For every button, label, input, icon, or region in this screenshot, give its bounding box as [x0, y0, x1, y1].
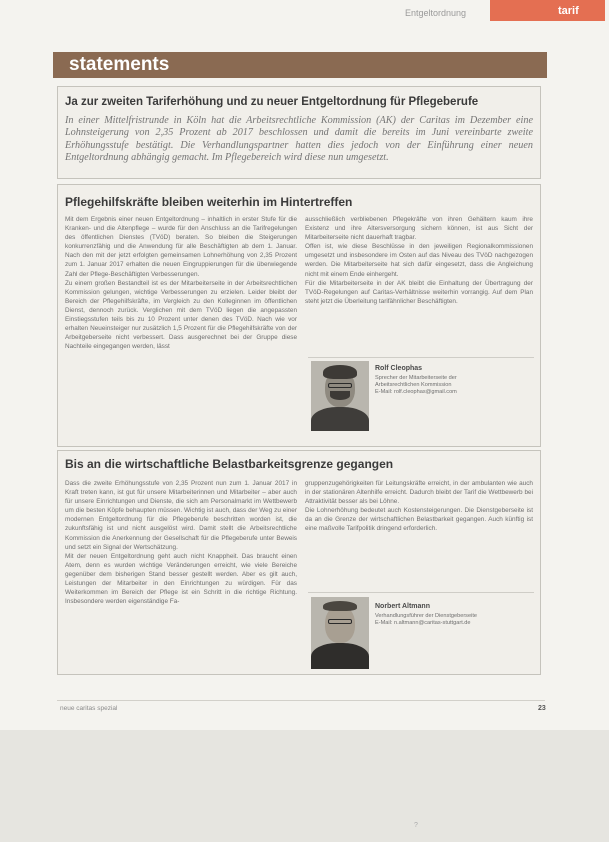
statement-employee-title: Pflegehilfskräfte bleiben weiterhin im Hintertreffen	[65, 195, 353, 209]
paragraph: ausschließlich verbliebenen Pflegekräfte von ihren Gehältern kaum ihre Existenz und ihre Altersversorgung sichern können, ist aus Sicht der Mitarbeiterseite nicht dauerhaft tragbar.	[305, 216, 533, 242]
footer-divider	[57, 700, 545, 701]
statement-employer-box	[57, 450, 541, 675]
paragraph: Für die Mitarbeiterseite in der AK bleibt die Einhaltung der Übertragung der TVöD-Regelungen auf Caritas-Verhältnisse weiterhin vorrangig. Auf dem Plan steht jetzt die Überleitung tarifähnlicher Beschäftigten.	[305, 279, 533, 305]
page-underside	[0, 730, 609, 842]
page-number: 23	[538, 705, 546, 712]
signature-role: Verhandlungsführer der Dienstgeberseite E-Mail: n.altmann@caritas-stuttgart.de	[375, 613, 477, 626]
paragraph: Dass die zweite Erhöhungsstufe von 2,35 Prozent nun zum 1. Januar 2017 in Kraft treten kann, ist gut für unsere Mitarbeiterinnen und Mitarbeiter – aber auch für unsere Einrichtungen und Dienste, die sich am Personalmarkt im Wettbewerb um die besten Köpfe behaupten müssen. Wichtig ist auch, dass der Weg zu einer modernen Entgeltordnung für die Pflegeberufe beschritten worden ist, die zukunftsfähig ist und nicht ausgelöst wird. Damit stellt die Arbeitsrechtliche Kommission die Anerkennung der Gesellschaft für die Pflegeberufe unter Beweis und setzt ein Signal der Wertschätzung.	[65, 480, 297, 551]
footer-publication: neue caritas spezial	[60, 705, 118, 712]
intro-box	[57, 86, 541, 179]
signature-name: Norbert Altmann	[375, 603, 430, 610]
portrait-photo	[311, 597, 369, 669]
statement-employee-box	[57, 184, 541, 447]
paragraph: Mit der neuen Entgeltordnung geht auch nicht Knappheit. Das braucht einen Atem, denn es wurden wichtige Veränderungen erreicht, wie viele Bereiche gegenüber dem bisherigen Stand besser gestellt werden. Aber es gilt auch, Leistungen der Mitarbeiter in den Einrichtungen zu würdigen. Für das Weiterkommen im Bereich der Pflege ist ein Schritt in die richtige Richtung. Insbesondere werden eigenständige Fa-	[65, 552, 297, 606]
signature-divider	[308, 357, 534, 358]
statement-employer-title: Bis an die wirtschaftliche Belastbarkeitsgrenze gegangen	[65, 457, 394, 471]
signature-divider	[308, 592, 534, 593]
signature-name: Rolf Cleophas	[375, 365, 423, 372]
intro-title: Ja zur zweiten Tariferhöhung und zu neuer Entgeltordnung für Pflegeberufe	[65, 96, 479, 108]
paragraph: gruppenzugehörigkeiten für Leitungskräfte erreicht, in der ambulanten wie auch in der stationären Altenhilfe erreicht. Dadurch bleibt der Tarif die Wettbewerb bei Attraktivität besser als bei Löhne.	[305, 480, 533, 506]
paragraph: Offen ist, wie diese Beschlüsse in den jeweiligen Regionalkommissionen umgesetzt und insbesondere im Osten auf das Niveau des TVöD nachgezogen werden. Die Mitarbeiterseite hat sich dafür eingesetzt, dass die Angleichung nicht mit einem Ende einhergeht.	[305, 243, 533, 278]
portrait-photo	[311, 361, 369, 431]
margin-mark: ?	[414, 822, 418, 829]
statement-employee-col-right	[305, 215, 533, 339]
paragraph: Mit dem Ergebnis einer neuen Entgeltordnung – inhaltlich in erster Stufe für die Kranken- und die Altenpflege – wurde für den Anschluss an die Tarifregelungen des öffentlichen Dienstes (TVöD) beraten. So bleiben die Steigerungen konkurrenzfähig und die Anwendung für alle Beschäftigten ab dem 1. Januar. Nach den mit der jetzt erfolgten gemeinsamen Lohnerhöhung von 2,35 Prozent zum 1. Januar 2017 erhalten die neuen Eingruppierungen für die überwiegende Zahl der Pflege-Beschäftigten Verbesserungen.	[65, 216, 297, 278]
paragraph: Die Lohnerhöhung bedeutet auch Kostensteigerungen. Die Dienstgeberseite ist da an die Grenze der wirtschaftlichen Belastbarkeit gegangen. Auch künftig ist eine maßvolle Tarifpolitik dringend erforderlich.	[305, 507, 533, 533]
signature-role: Sprecher der Mitarbeiterseite der Arbeitsrechtlichen Kommission E-Mail: rolf.cleophas@gmail.com	[375, 375, 457, 395]
statement-employer-col-left	[65, 479, 297, 671]
section-tab: tarif	[490, 0, 605, 21]
banner-title: statements	[69, 54, 170, 75]
intro-lead: In einer Mittelfristrunde in Köln hat die Arbeitsrechtliche Kommission (AK) der Caritas im Dezember eine Lohnsteigerung von 2,35 Prozent ab 2017 beschlossen und damit die bereits im Juni vereinbarte zweite Erhöhungsstufe bestätigt. Die Verhandlungspartner hatten dies jedoch von der Einführung einer neuen Entgeltordnung abhängig gemacht. Im Pflegebereich wird diese nun umgesetzt.	[65, 115, 533, 164]
statement-employee-col-left	[65, 215, 297, 443]
statement-employer-col-right	[305, 479, 533, 589]
section-label: Entgeltordnung	[405, 8, 467, 18]
paragraph: Zu einem großen Bestandteil ist es der Mitarbeiterseite in der Arbeitsrechtlichen Kommission gelungen, wichtige Verbesserungen zu erzielen. Leider bleibt der Bereich der Pflegehilfskräfte, im Vergleich zu den Kolleginnen im öffentlichen Dienst, dennoch zurück. Verglichen mit dem TVöD liegen die angepassten Einstiegsstufen teils bis zu 10 Prozent unter denen des TVöD. Nach wie vor erhalten Neueinsteiger nur zusätzlich 1,5 Prozent für die Pflegehilfskräfte von der Arbeitgeberseite nicht verbessert. Dass ausgerechnet bei der Gruppe diese Nachteile eingegangen werden, lässt	[65, 279, 297, 351]
statements-banner	[53, 52, 547, 78]
